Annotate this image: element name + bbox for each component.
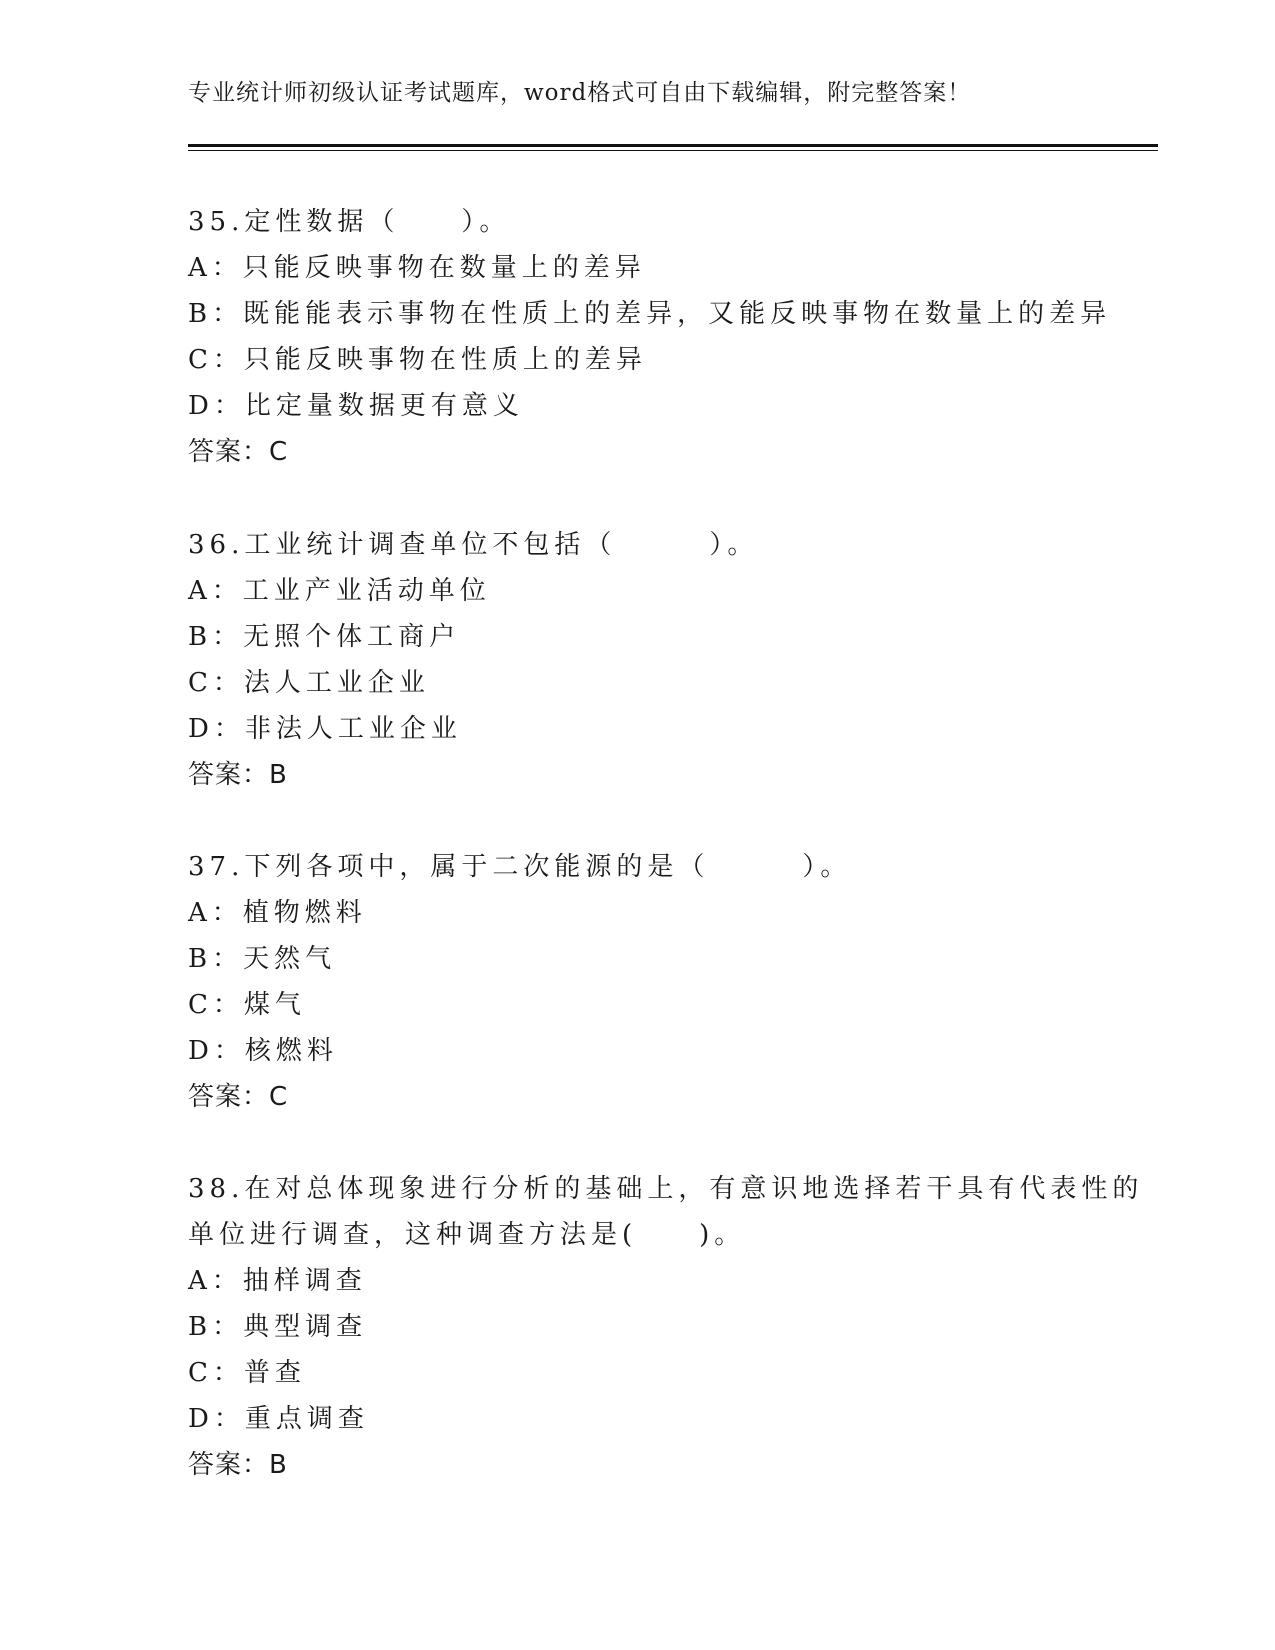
question-stem-continued: 单位进行调查，这种调查方法是( )。 bbox=[188, 1220, 746, 1250]
answer-label: 答案：C bbox=[188, 437, 289, 467]
question-38 bbox=[188, 1166, 1144, 1488]
option-b: B：天然气 bbox=[188, 944, 337, 974]
option-a: A：只能反映事物在数量上的差异 bbox=[188, 253, 646, 283]
answer-label: 答案：C bbox=[188, 1082, 289, 1112]
option-d: D：非法人工业企业 bbox=[188, 714, 462, 744]
option-c: C：法人工业企业 bbox=[188, 668, 430, 698]
option-d: D：重点调查 bbox=[188, 1404, 369, 1434]
question-stem: 36.工业统计调查单位不包括（ ）。 bbox=[188, 530, 759, 560]
answer-label: 答案：B bbox=[188, 1450, 288, 1480]
option-c: C：煤气 bbox=[188, 990, 306, 1020]
question-35 bbox=[188, 199, 1112, 475]
question-36 bbox=[188, 522, 1088, 798]
header-rule-thin bbox=[188, 150, 1158, 151]
option-d: D：比定量数据更有意义 bbox=[188, 391, 524, 421]
option-b: B：既能能表示事物在性质上的差异，又能反映事物在数量上的差异 bbox=[188, 299, 1112, 329]
answer-label: 答案：B bbox=[188, 760, 288, 790]
option-c: C：普查 bbox=[188, 1358, 306, 1388]
option-c: C：只能反映事物在性质上的差异 bbox=[188, 345, 647, 375]
document-header: 专业统计师初级认证考试题库，word格式可自由下载编辑，附完整答案！ bbox=[188, 80, 972, 106]
option-a: A：工业产业活动单位 bbox=[188, 576, 491, 606]
question-stem: 37.下列各项中，属于二次能源的是（ ）。 bbox=[188, 852, 852, 882]
header-rule-thick bbox=[188, 144, 1158, 147]
question-37 bbox=[188, 844, 1088, 1120]
option-a: A：抽样调查 bbox=[188, 1266, 367, 1296]
option-d: D：核燃料 bbox=[188, 1036, 338, 1066]
question-stem: 38.在对总体现象进行分析的基础上，有意识地选择若干具有代表性的 bbox=[188, 1174, 1144, 1204]
question-stem: 35.定性数据（ ）。 bbox=[188, 207, 511, 237]
option-b: B：无照个体工商户 bbox=[188, 622, 461, 652]
option-b: B：典型调查 bbox=[188, 1312, 368, 1342]
option-a: A：植物燃料 bbox=[188, 898, 367, 928]
